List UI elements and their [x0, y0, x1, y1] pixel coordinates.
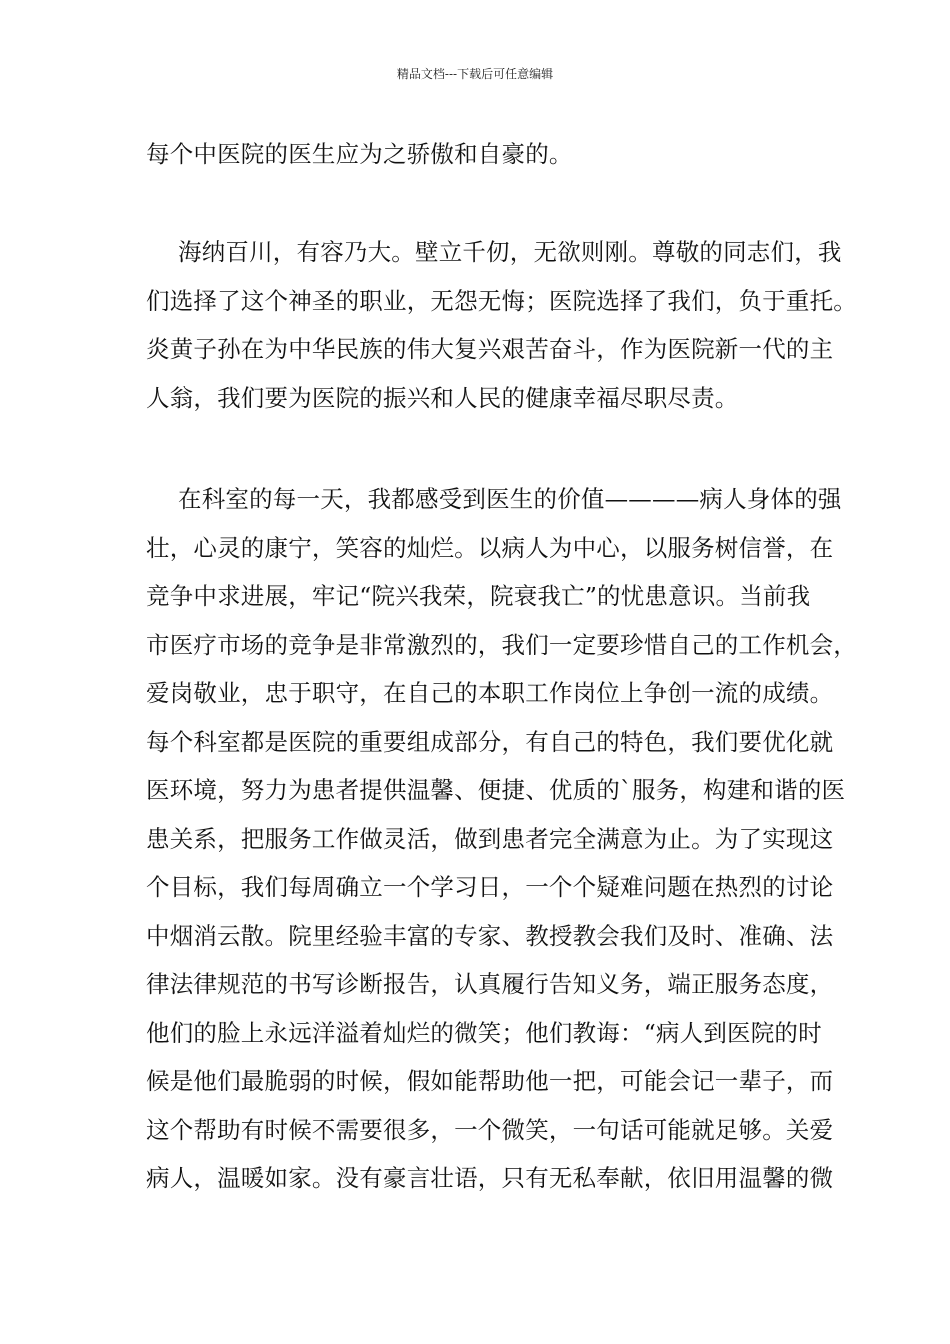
text-line: 候是他们最脆弱的时候，假如能帮助他一把，可能会记一辈子，而	[146, 1067, 834, 1095]
text-line: 医环境，努力为患者提供温馨、便捷、优质的`服务，构建和谐的医	[146, 776, 846, 804]
text-line: 患关系，把服务工作做灵活，做到患者完全满意为止。为了实现这	[146, 824, 834, 853]
paragraph	[146, 130, 806, 179]
text-line: 每个中医院的医生应为之骄傲和自豪的。	[146, 140, 573, 168]
text-line: 他们的脸上永远洋溢着灿烂的微笑；他们教诲：“病人到医院的时	[146, 1018, 822, 1047]
text-line: 们选择了这个神圣的职业，无怨无悔；医院选择了我们，负于重托。	[146, 286, 857, 315]
text-line: 市医疗市场的竞争是非常激烈的，我们一定要珍惜自己的工作机会，	[146, 630, 857, 659]
text-line: 每个科室都是医院的重要组成部分，有自己的特色，我们要优化就	[146, 727, 834, 756]
text-line: 病人，温暖如家。没有豪言壮语，只有无私奉献，依旧用温馨的微	[146, 1164, 834, 1192]
text-line: 炎黄子孙在为中华民族的伟大复兴艰苦奋斗，作为医院新一代的主	[146, 335, 834, 363]
text-line: 人翁，我们要为医院的振兴和人民的健康幸福尽职尽责。	[146, 383, 739, 412]
text-line: 中烟消云散。院里经验丰富的专家、教授教会我们及时、准确、法	[146, 921, 834, 950]
text-line: 竞争中求进展，牢记“院兴我荣，院衰我亡”的忧患意识。当前我	[146, 582, 811, 610]
text-line: 律法律规范的书写诊断报告，认真履行告知义务，端正服务态度，	[146, 970, 834, 998]
paragraph	[146, 475, 857, 1203]
text-line: 个目标，我们每周确立一个学习日，一个个疑难问题在热烈的讨论	[146, 873, 834, 901]
text-line: 在科室的每一天，我都感受到医生的价值————病人身体的强	[178, 485, 842, 513]
text-line: 爱岗敬业，忠于职守，在自己的本职工作岗位上争创一流的成绩。	[146, 679, 834, 707]
text-line: 壮，心灵的康宁，笑容的灿烂。以病人为中心，以服务树信誉，在	[146, 533, 834, 562]
paragraph	[146, 228, 857, 422]
text-line: 海纳百川，有容乃大。壁立千仞，无欲则刚。尊敬的同志们，我	[178, 238, 842, 266]
page-header: 精品文档---下载后可任意编辑	[396, 67, 554, 81]
text-line: 这个帮助有时候不需要很多，一个微笑，一句话可能就足够。关爱	[146, 1115, 834, 1144]
